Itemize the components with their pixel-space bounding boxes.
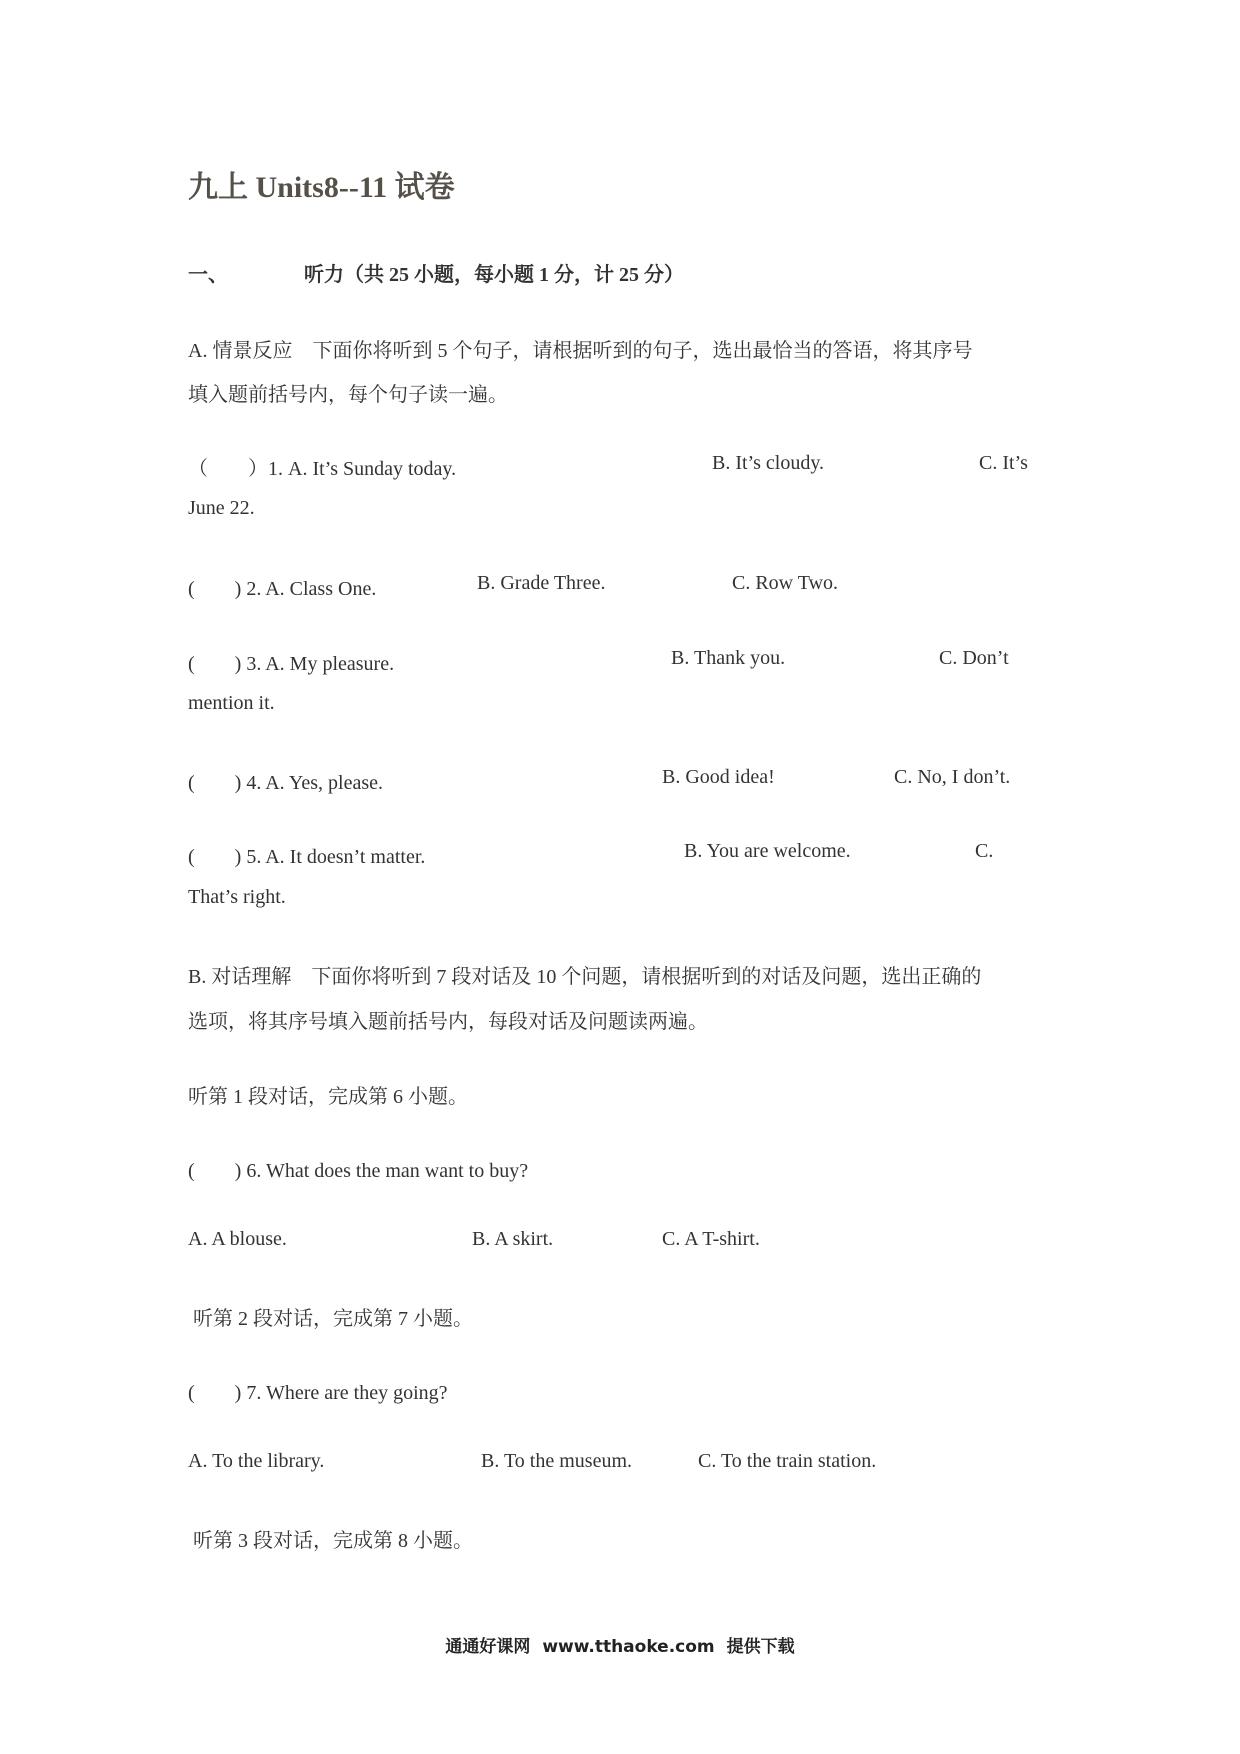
question-7-stem: ( ) 7. Where are they going? [188, 1382, 448, 1404]
page-title: 九上 Units8--11 试卷 [188, 171, 455, 204]
question-2-stem: ( ) 2. A. Class One. [188, 578, 377, 600]
page-footer [0, 1632, 1240, 1657]
question-1-option-c: C. It’s [979, 452, 1028, 474]
question-3-option-b: B. Thank you. [671, 647, 786, 669]
question-5-stem: ( ) 5. A. It doesn’t matter. [188, 846, 426, 868]
section-heading [188, 258, 684, 287]
dialog-1-intro: 听第 1 段对话，完成第 6 小题。 [188, 1086, 468, 1108]
question-6-option-c: C. A T-shirt. [662, 1228, 760, 1250]
question-3-option-c: C. Don’t [939, 647, 1009, 669]
question-5-option-c-wrap: That’s right. [188, 886, 286, 908]
part-a-instructions-line2: 填入题前括号内，每个句子读一遍。 [188, 384, 508, 406]
footer-url[interactable]: www.tthaoke.com [542, 1637, 715, 1657]
question-3-stem: ( ) 3. A. My pleasure. [188, 653, 395, 675]
question-7-option-a: A. To the library. [188, 1450, 325, 1472]
question-6-option-a: A. A blouse. [188, 1228, 287, 1250]
question-5-option-c: C. [975, 840, 994, 862]
question-1-option-b: B. It’s cloudy. [712, 452, 825, 474]
question-2-option-b: B. Grade Three. [477, 572, 606, 594]
question-6-stem: ( ) 6. What does the man want to buy? [188, 1160, 529, 1182]
question-1-stem: （ ）1. A. It’s Sunday today. [188, 458, 457, 480]
question-7-option-b: B. To the museum. [481, 1450, 633, 1472]
question-1-option-c-wrap: June 22. [188, 497, 255, 519]
question-5-option-b: B. You are welcome. [684, 840, 851, 862]
section-number: 一、 [188, 264, 228, 286]
footer-suffix: 提供下载 [726, 1637, 795, 1657]
part-a-instructions-line1: A. 情景反应 下面你将听到 5 个句子，请根据听到的句子，选出最恰当的答语，将其序号 [188, 340, 973, 362]
dialog-2-intro: 听第 2 段对话，完成第 7 小题。 [193, 1308, 473, 1330]
part-b-instructions-line1: B. 对话理解 下面你将听到 7 段对话及 10 个问题，请根据听到的对话及问题，选出正确的 [188, 966, 982, 988]
question-4-stem: ( ) 4. A. Yes, please. [188, 772, 383, 794]
section-heading-text: 听力（共 25 小题，每小题 1 分，计 25 分） [304, 264, 684, 286]
question-4-option-b: B. Good idea! [662, 766, 775, 788]
question-7-option-c: C. To the train station. [698, 1450, 877, 1472]
dialog-3-intro: 听第 3 段对话，完成第 8 小题。 [193, 1530, 473, 1552]
question-2-option-c: C. Row Two. [732, 572, 839, 594]
question-4-option-c: C. No, I don’t. [894, 766, 1011, 788]
part-b-instructions-line2: 选项，将其序号填入题前括号内，每段对话及问题读两遍。 [188, 1011, 708, 1033]
question-3-option-c-wrap: mention it. [188, 692, 275, 714]
footer-site-name: 通通好课网 [445, 1637, 531, 1657]
question-6-option-b: B. A skirt. [472, 1228, 554, 1250]
